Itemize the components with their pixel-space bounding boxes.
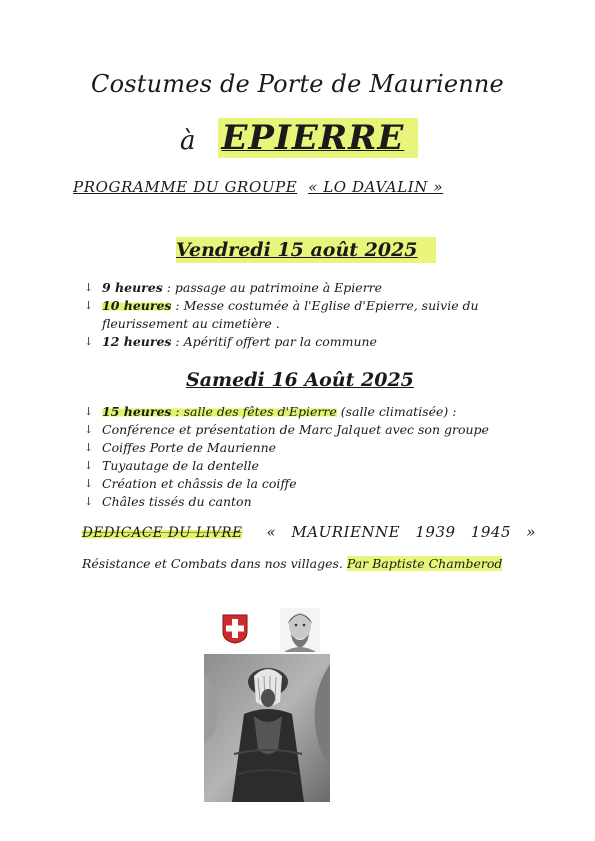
dedication-label: DEDICACE DU LIVRE	[82, 525, 243, 541]
list-item	[84, 439, 489, 457]
village-prefix: à	[180, 126, 196, 156]
arrow-down-bullet-icon: ↓	[84, 441, 94, 454]
item-text: Coiffes Porte de Maurienne	[102, 440, 277, 455]
list-item	[84, 279, 482, 297]
portrait-photo	[280, 608, 320, 652]
page-title: Costumes de Porte de Maurienne	[91, 70, 504, 98]
arrow-down-bullet-icon: ↓	[84, 299, 94, 312]
group-name: « LO DAVALIN »	[308, 178, 444, 196]
item-time: 15 heures	[102, 404, 172, 419]
village-name: EPIERRE	[218, 118, 419, 158]
list-item	[84, 475, 489, 493]
group-heading	[73, 178, 443, 196]
book-title: « MAURIENNE 1939 1945 »	[266, 523, 536, 541]
list-item	[84, 457, 489, 475]
day1-title: Vendredi 15 août 2025	[176, 237, 436, 263]
arrow-down-bullet-icon: ↓	[84, 423, 94, 436]
item-text: Tuyautage de la dentelle	[102, 458, 259, 473]
item-text: Création et châssis de la coiffe	[102, 476, 297, 491]
item-text: : passage au patrimoine à Epierre	[162, 280, 383, 295]
day1-list	[84, 279, 482, 351]
list-item	[84, 333, 482, 351]
item-text: : Apéritif offert par la commune	[171, 334, 377, 349]
day2-title: Samedi 16 Août 2025	[186, 369, 414, 391]
arrow-down-bullet-icon: ↓	[84, 405, 94, 418]
book-subtitle: Résistance et Combats dans nos villages.	[82, 556, 343, 571]
arrow-down-bullet-icon: ↓	[84, 335, 94, 348]
item-text: : salle des fêtes d'Epierre	[171, 404, 337, 419]
list-item	[84, 403, 489, 421]
item-text: Châles tissés du canton	[102, 494, 252, 509]
arrow-down-bullet-icon: ↓	[84, 495, 94, 508]
book-dedication	[82, 523, 536, 541]
day2-list	[84, 403, 489, 511]
group-label: PROGRAMME DU GROUPE	[73, 178, 298, 196]
item-text: : Messe costumée à l'Eglise d'Epierre, suivie du fleurissement au cimetière .	[102, 298, 479, 331]
arrow-down-bullet-icon: ↓	[84, 281, 94, 294]
book-subtitle-line	[82, 556, 502, 571]
book-author: Par Baptiste Chamberod	[346, 556, 503, 571]
savoie-flag-icon	[222, 614, 248, 644]
item-time: 12 heures	[102, 334, 172, 349]
item-text: Conférence et présentation de Marc Jalquet avec son groupe	[102, 422, 489, 437]
item-extra: (salle climatisée) :	[336, 404, 457, 419]
list-item	[84, 297, 482, 333]
list-item	[84, 493, 489, 511]
photo-strip	[204, 604, 330, 654]
arrow-down-bullet-icon: ↓	[84, 459, 94, 472]
item-time: 9 heures	[102, 280, 163, 295]
list-item	[84, 421, 489, 439]
photo-collage	[204, 604, 330, 802]
village-heading	[180, 118, 418, 158]
costume-photo	[204, 654, 330, 802]
arrow-down-bullet-icon: ↓	[84, 477, 94, 490]
item-time: 10 heures	[102, 298, 172, 313]
